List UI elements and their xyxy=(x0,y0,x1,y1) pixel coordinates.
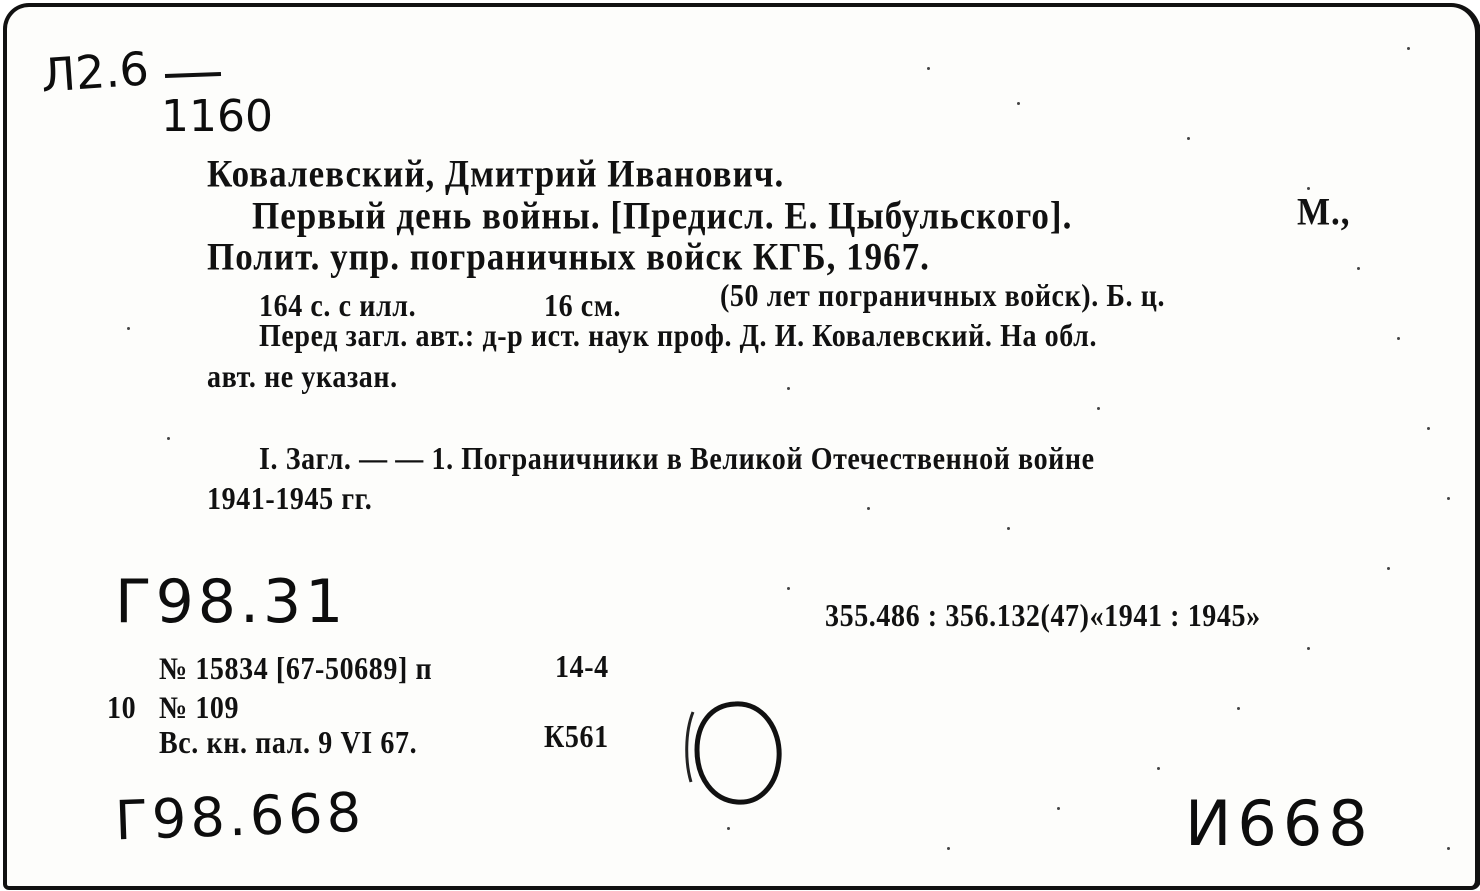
note-line-2: авт. не указан. xyxy=(207,360,398,395)
handwritten-number-top-left: 1160 xyxy=(161,91,273,142)
publisher-line: Полит. упр. пограничных войск КГБ, 1967. xyxy=(207,235,930,279)
handwritten-code-bottom-right: И668 xyxy=(1185,787,1374,860)
print-code: 14-4 xyxy=(555,650,609,685)
physical-pages: 164 с. с илл. xyxy=(259,289,417,324)
signed-date: Вс. кн. пал. 9 VI 67. xyxy=(159,726,418,761)
place-of-publication: М., xyxy=(1297,190,1351,234)
catalog-card xyxy=(3,3,1480,890)
tracing-line-1: I. Загл. — — 1. Пограничники в Великой Отечественной войне xyxy=(259,442,1095,477)
tracing-line-2: 1941-1945 гг. xyxy=(207,482,373,517)
handwritten-class-mark: Г98.31 xyxy=(115,567,348,637)
card-number: № 15834 [67-50689] п xyxy=(159,652,433,687)
udc-index: 355.486 : 356.132(47)«1941 : 1945» xyxy=(825,599,1261,634)
note-line-1: Перед загл. авт.: д-р ист. наук проф. Д. И. Ковалевский. На обл. xyxy=(259,319,1098,354)
series-statement: (50 лет пограничных войск). Б. ц. xyxy=(720,279,1166,314)
author-heading: Ковалевский, Дмитрий Иванович. xyxy=(207,152,785,196)
order-number: № 109 xyxy=(159,691,240,726)
physical-size: 16 см. xyxy=(544,289,622,324)
handwritten-code-top-left: Л2.6 xyxy=(39,41,151,103)
title-line: Первый день войны. [Предисл. Е. Цыбульского]. xyxy=(252,194,1073,238)
punch-hole xyxy=(677,692,797,817)
handwritten-code-bottom-left: Г98.668 xyxy=(113,780,366,853)
index-code: К561 xyxy=(544,720,609,755)
handwritten-fraction-line xyxy=(165,72,221,78)
copies-count: 10 xyxy=(107,691,137,726)
